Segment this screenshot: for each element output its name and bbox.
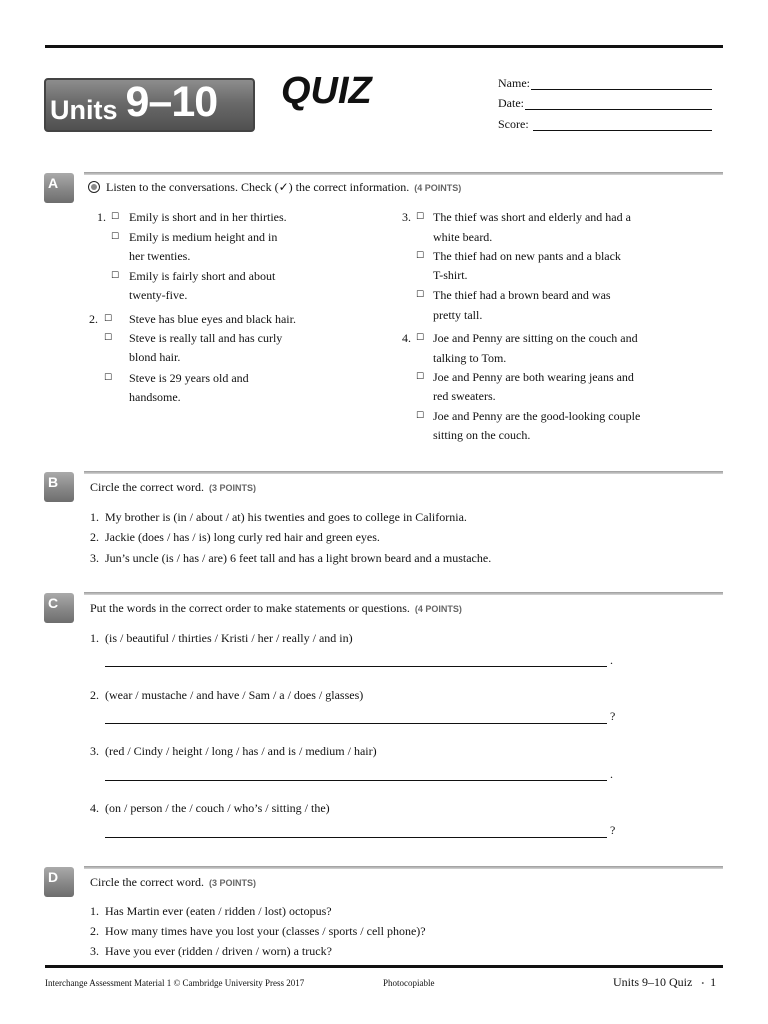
- page-number: 1: [710, 975, 717, 989]
- checkbox[interactable]: ☐: [416, 411, 425, 421]
- answer-punctuation: ?: [610, 823, 616, 837]
- answer-line-2[interactable]: [105, 723, 607, 724]
- answer-line-3[interactable]: [105, 780, 607, 781]
- option-text: Joe and Penny are both wearing jeans and: [433, 370, 634, 384]
- checkbox[interactable]: ☐: [416, 251, 425, 261]
- section-c-badge: C: [44, 593, 74, 623]
- option-text: Joe and Penny are the good-looking couple: [433, 409, 641, 423]
- option-text: talking to Tom.: [433, 351, 507, 365]
- item-text[interactable]: Jackie (does / has / is) long curly red hair and green eyes.: [105, 530, 380, 544]
- section-a-rule: [84, 172, 723, 175]
- section-c-points: (4 POINTS): [414, 604, 462, 614]
- question-number: 1.: [97, 210, 106, 224]
- answer-line-1[interactable]: [105, 666, 607, 667]
- section-b-instruction: [90, 480, 256, 495]
- item-number: 1.: [90, 631, 99, 645]
- answer-punctuation: .: [610, 653, 613, 667]
- option-text: blond hair.: [129, 350, 181, 364]
- bottom-rule: [45, 965, 723, 968]
- item-text[interactable]: Have you ever (ridden / driven / worn) a truck?: [105, 944, 332, 958]
- checkbox[interactable]: ☐: [104, 373, 113, 383]
- item-number: 4.: [90, 801, 99, 815]
- answer-punctuation: ?: [610, 709, 616, 723]
- option-text: Steve has blue eyes and black hair.: [129, 312, 296, 326]
- checkbox[interactable]: ☐: [111, 212, 120, 222]
- section-c-instruction: [90, 601, 462, 616]
- answer-line-4[interactable]: [105, 837, 607, 838]
- item-text[interactable]: How many times have you lost your (classes / sports / cell phone)?: [105, 924, 426, 938]
- option-text: The thief had a brown beard and was: [433, 288, 611, 302]
- item-text[interactable]: Has Martin ever (eaten / ridden / lost) octopus?: [105, 904, 332, 918]
- option-text: handsome.: [129, 390, 181, 404]
- section-d-badge: D: [44, 867, 74, 897]
- item-number: 2.: [90, 924, 99, 938]
- checkbox[interactable]: ☐: [416, 372, 425, 382]
- item-prompt: (on / person / the / couch / who’s / sitting / the): [105, 801, 330, 815]
- option-text: red sweaters.: [433, 389, 496, 403]
- footer-copyright: Interchange Assessment Material 1 © Cambridge University Press 2017: [45, 978, 305, 988]
- option-text: sitting on the couch.: [433, 428, 531, 442]
- item-number: 3.: [90, 944, 99, 958]
- section-d-instruction-text: Circle the correct word.: [90, 875, 204, 889]
- section-a-instruction-text: Listen to the conversations. Check (✓) the correct information.: [106, 180, 410, 194]
- section-a-points: (4 POINTS): [414, 183, 462, 193]
- units-word: Units: [50, 95, 118, 125]
- section-b-badge: B: [44, 472, 74, 502]
- units-number: 9–10: [125, 78, 218, 126]
- question-number: 2.: [89, 312, 98, 326]
- section-a-instruction: [88, 180, 461, 195]
- item-number: 3.: [90, 551, 99, 565]
- audio-icon[interactable]: [88, 181, 100, 193]
- checkbox[interactable]: ☐: [111, 232, 120, 242]
- option-text: Steve is really tall and has curly: [129, 331, 283, 345]
- units-badge: [44, 78, 255, 132]
- item-number: 1.: [90, 510, 99, 524]
- question-number: 3.: [402, 210, 411, 224]
- item-prompt: (red / Cindy / height / long / has / and is / medium / hair): [105, 744, 377, 758]
- checkbox[interactable]: ☐: [416, 333, 425, 343]
- section-b-points: (3 POINTS): [208, 483, 256, 493]
- checkbox[interactable]: ☐: [104, 314, 113, 324]
- option-text: T-shirt.: [433, 268, 468, 282]
- item-number: 3.: [90, 744, 99, 758]
- date-label: Date:: [498, 96, 524, 110]
- section-b-instruction-text: Circle the correct word.: [90, 480, 204, 494]
- section-d-instruction: [90, 875, 256, 890]
- option-text: Steve is 29 years old and: [129, 371, 249, 385]
- section-c-instruction-text: Put the words in the correct order to make statements or questions.: [90, 601, 410, 615]
- score-field[interactable]: [533, 130, 712, 131]
- checkbox[interactable]: ☐: [416, 290, 425, 300]
- option-text: Emily is fairly short and about: [129, 269, 276, 283]
- item-prompt: (is / beautiful / thirties / Kristi / her / really / and in): [105, 631, 353, 645]
- checkbox[interactable]: ☐: [111, 271, 120, 281]
- name-label: Name:: [498, 76, 530, 90]
- quiz-title: QUIZ: [281, 70, 372, 112]
- checkbox[interactable]: ☐: [104, 333, 113, 343]
- item-text[interactable]: My brother is (in / about / at) his twenties and goes to college in California.: [105, 510, 467, 524]
- date-field[interactable]: [525, 109, 712, 110]
- item-prompt: (wear / mustache / and have / Sam / a / does / glasses): [105, 688, 364, 702]
- option-text: Emily is short and in her thirties.: [129, 210, 287, 224]
- top-rule: [45, 45, 723, 48]
- question-number: 4.: [402, 331, 411, 345]
- option-text: The thief was short and elderly and had a: [433, 210, 631, 224]
- option-text: white beard.: [433, 230, 493, 244]
- option-text: her twenties.: [129, 249, 191, 263]
- option-text: The thief had on new pants and a black: [433, 249, 621, 263]
- checkbox[interactable]: ☐: [416, 212, 425, 222]
- option-text: Joe and Penny are sitting on the couch and: [433, 331, 638, 345]
- answer-punctuation: .: [610, 767, 613, 781]
- item-number: 2.: [90, 688, 99, 702]
- footer-bullet: •: [701, 979, 705, 988]
- score-label: Score:: [498, 117, 529, 131]
- option-text: Emily is medium height and in: [129, 230, 278, 244]
- section-a-badge: A: [44, 173, 74, 203]
- footer-photocopiable: Photocopiable: [383, 978, 435, 988]
- item-text[interactable]: Jun’s uncle (is / has / are) 6 feet tall and has a light brown beard and a mustache.: [105, 551, 492, 565]
- name-field[interactable]: [531, 89, 712, 90]
- option-text: pretty tall.: [433, 308, 483, 322]
- section-d-rule: [84, 866, 723, 869]
- item-number: 2.: [90, 530, 99, 544]
- option-text: twenty-five.: [129, 288, 188, 302]
- section-c-rule: [84, 592, 723, 595]
- footer-quiz-label: Units 9–10 Quiz: [613, 975, 693, 989]
- section-b-rule: [84, 471, 723, 474]
- item-number: 1.: [90, 904, 99, 918]
- footer-page-info: [613, 975, 716, 990]
- section-d-points: (3 POINTS): [208, 878, 256, 888]
